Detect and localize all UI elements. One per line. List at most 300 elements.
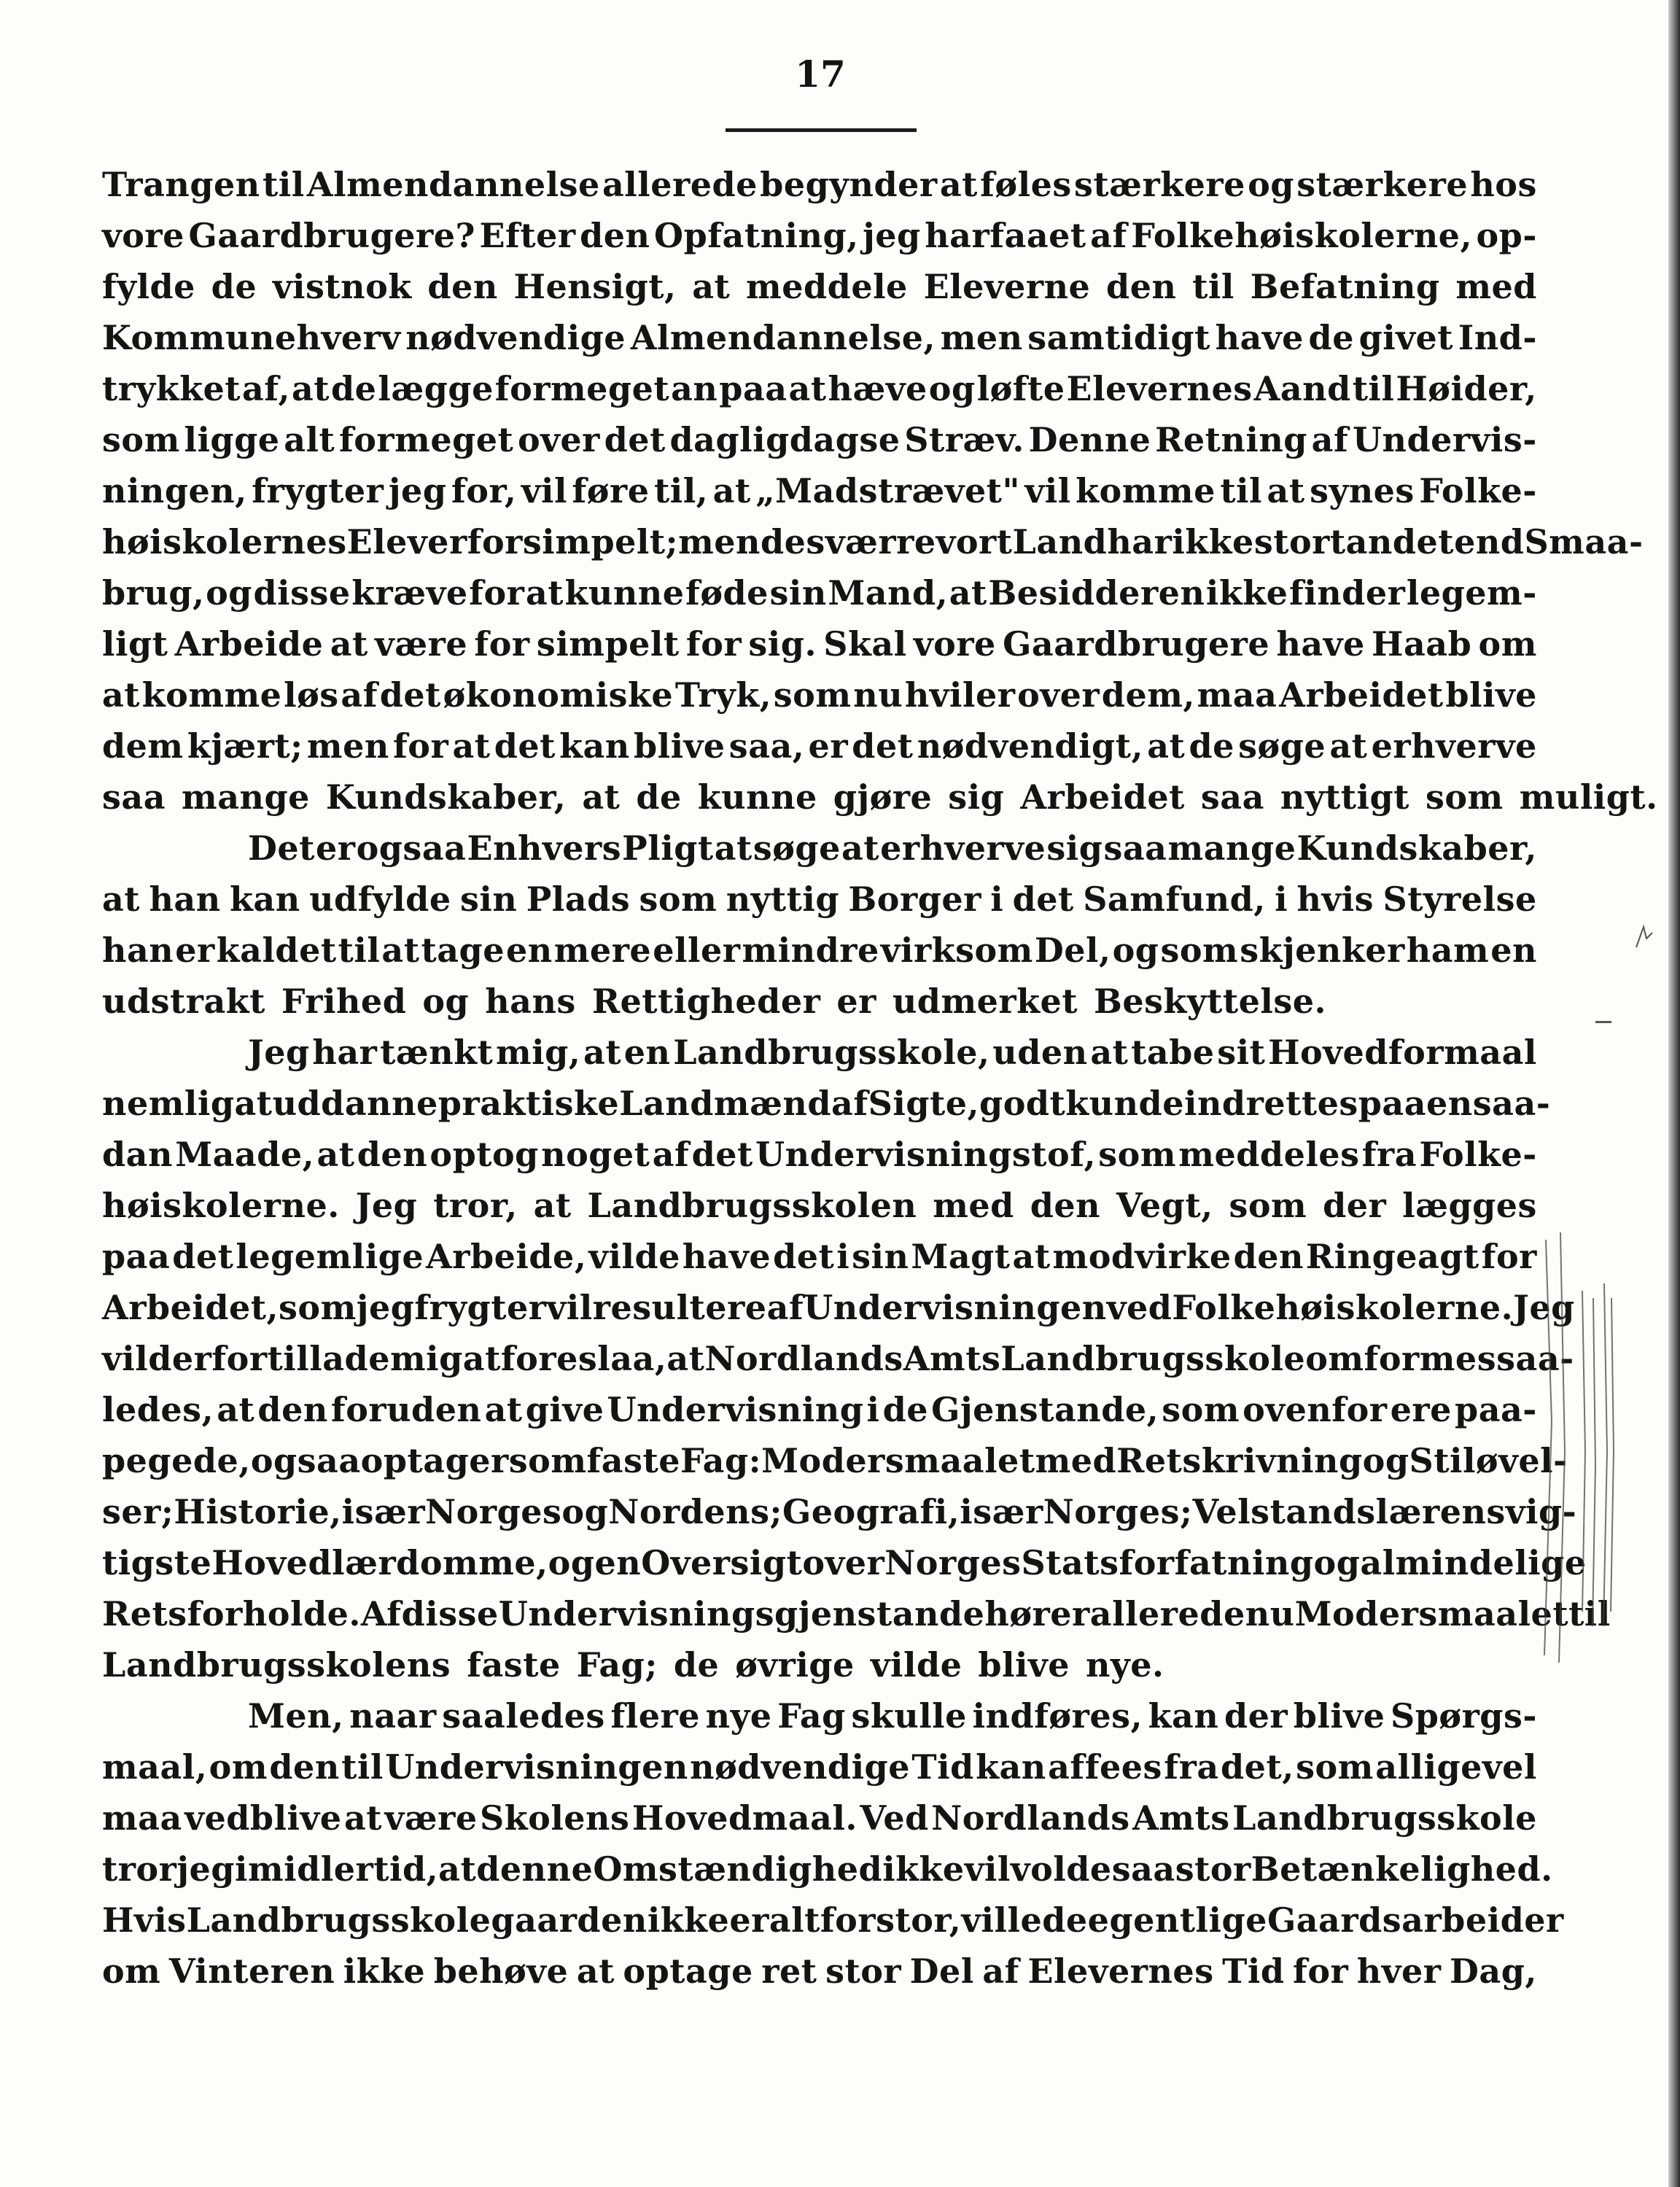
word: Arbeidet,: [102, 1288, 279, 1327]
word: ser;: [102, 1492, 174, 1531]
word: ret: [761, 1951, 817, 1991]
word: mere: [553, 931, 652, 970]
text-line: [102, 720, 1537, 772]
word: at: [292, 369, 330, 408]
word: Landbrugsskole: [1000, 1339, 1306, 1378]
word: ikke: [647, 1900, 730, 1940]
word: de: [211, 267, 257, 306]
word: til: [341, 1747, 384, 1787]
word: til: [262, 165, 305, 204]
word: Sigte,: [868, 1084, 980, 1123]
word: nyttig: [726, 879, 839, 919]
word: begynder: [760, 165, 938, 204]
text-line: [102, 874, 1537, 925]
word: det,: [1221, 1747, 1294, 1787]
word: Rettigheder: [591, 982, 821, 1021]
word: at: [1267, 471, 1305, 510]
word: fylde: [102, 267, 195, 306]
word: saa-: [1472, 1084, 1551, 1123]
word: ikke: [882, 1849, 965, 1889]
word: at: [217, 1390, 255, 1429]
word: sin: [459, 879, 518, 919]
word: der: [1224, 1696, 1288, 1736]
word: simpelt;: [522, 522, 679, 562]
word: lægge: [378, 369, 494, 408]
word: den: [357, 1135, 428, 1174]
word: for: [474, 624, 530, 664]
word: saaledes: [442, 1696, 605, 1736]
word: kræve: [351, 573, 468, 613]
word: eller: [653, 931, 741, 970]
word: Pligt: [622, 828, 714, 868]
word: uddanne: [272, 1084, 438, 1123]
word: stor: [825, 1951, 902, 1991]
text-line: [102, 1844, 1553, 1895]
word: kan: [230, 879, 300, 919]
word: Undervisning: [607, 1390, 864, 1429]
word: Af: [360, 1594, 402, 1634]
word: at: [1012, 1237, 1051, 1276]
word: som: [1162, 1390, 1240, 1429]
word: at: [576, 1951, 615, 1991]
word: tror: [102, 1849, 177, 1889]
word: løs: [284, 675, 339, 715]
word: Mand,: [828, 573, 949, 613]
word: Retsforholde.: [102, 1594, 361, 1634]
word: det: [773, 1237, 835, 1276]
word: Hensigt,: [513, 267, 677, 306]
word: til: [1220, 471, 1263, 510]
word: være: [375, 624, 468, 664]
word: dem,: [1101, 675, 1195, 715]
word: at: [841, 828, 879, 868]
word: mindre: [742, 931, 879, 970]
word: nu: [853, 675, 903, 715]
word: høiskolernes: [102, 522, 347, 562]
word: som: [102, 420, 180, 459]
word: at: [316, 1135, 355, 1174]
text-line: [102, 1486, 1577, 1537]
word: den: [580, 216, 650, 255]
word: Jeg: [248, 1033, 310, 1072]
word: hos: [1470, 165, 1537, 204]
word: godt: [979, 1084, 1066, 1123]
word: og: [548, 1543, 595, 1582]
word: fra: [1164, 1747, 1219, 1787]
word: Skolens: [480, 1798, 630, 1838]
word: Vinteren: [168, 1951, 335, 1991]
word: Tid: [911, 1747, 974, 1787]
word: især: [960, 1492, 1043, 1531]
word: der: [1323, 1186, 1387, 1225]
word: trykket: [102, 369, 241, 408]
word: for: [1293, 1951, 1349, 1991]
word: Oversigt: [641, 1543, 803, 1582]
word: kaldet: [216, 931, 337, 970]
word: nu: [1245, 1594, 1295, 1634]
word: for: [393, 726, 449, 766]
word: stor: [1175, 1849, 1251, 1889]
word: og: [561, 1492, 609, 1531]
word: den: [427, 267, 498, 306]
word: alligevel: [1375, 1747, 1537, 1787]
text-line: [102, 1690, 1537, 1741]
word: disse: [401, 1594, 499, 1634]
word: at: [712, 471, 751, 510]
word: maa: [102, 1798, 182, 1838]
word: noget: [541, 1135, 650, 1174]
word: optog: [429, 1135, 539, 1174]
word: søge: [752, 828, 841, 868]
word: nyttigt: [1280, 777, 1409, 817]
word: end: [1454, 522, 1525, 562]
word: Norges: [884, 1543, 1022, 1582]
word: virksom: [880, 931, 1033, 970]
word: at: [939, 165, 978, 204]
word: til: [338, 931, 381, 970]
text-line: [102, 1895, 1564, 1946]
word: Del: [909, 1951, 974, 1991]
word: give: [525, 1390, 604, 1429]
word: Efter: [479, 216, 576, 255]
word: vore: [913, 624, 996, 664]
word: ikke: [1172, 522, 1254, 562]
word: at: [343, 1798, 383, 1838]
word: til: [1352, 369, 1395, 408]
word: stærkere: [1073, 165, 1245, 204]
word: en: [506, 931, 553, 970]
word: Nordlands: [704, 1339, 903, 1378]
text-line: [102, 261, 1537, 312]
word: Historie,: [174, 1492, 342, 1531]
word: Opfatning,: [654, 216, 859, 255]
word: an: [671, 369, 718, 408]
word: denne: [476, 1849, 594, 1889]
word: tage: [421, 931, 505, 970]
text-line: [102, 618, 1537, 669]
word: ogsaa: [356, 828, 467, 868]
text-line: [102, 823, 1537, 874]
word: komme: [141, 675, 282, 715]
word: udmerket: [892, 982, 1078, 1021]
word: stærkere: [1296, 165, 1469, 204]
word: frygter: [414, 1288, 547, 1327]
word: ikke: [1205, 573, 1288, 613]
word: i: [1275, 879, 1288, 919]
word: vistnok: [272, 267, 412, 306]
word: at: [533, 1186, 572, 1225]
word: Elevernes: [1066, 369, 1253, 408]
word: almindelige: [1360, 1543, 1587, 1582]
text-line: [102, 516, 1644, 567]
word: op-: [1476, 216, 1537, 255]
word: meddeles: [1178, 1135, 1360, 1174]
word: den: [1233, 1237, 1304, 1276]
word: vedblive: [184, 1798, 342, 1838]
word: at: [462, 1339, 501, 1378]
word: Betænkelighed.: [1251, 1849, 1553, 1889]
word: at: [1329, 726, 1368, 766]
word: vilde: [870, 1645, 962, 1685]
word: vil: [546, 1288, 593, 1327]
word: saa: [1111, 1849, 1175, 1889]
word: mange: [182, 777, 310, 817]
word: ledes,: [102, 1390, 214, 1429]
word: lægges: [1402, 1186, 1537, 1225]
word: Trangen: [102, 165, 260, 204]
word: faste: [467, 1645, 561, 1685]
word: sin: [769, 573, 827, 613]
word: derfor: [148, 1339, 268, 1378]
word: have: [1276, 624, 1365, 664]
word: frygter: [252, 471, 384, 510]
word: foreslaa,: [500, 1339, 667, 1378]
word: er: [729, 1900, 769, 1940]
text-line: [102, 363, 1537, 414]
word: Maade,: [175, 1135, 315, 1174]
word: Gaardbrugere?: [188, 216, 475, 255]
word: over: [517, 420, 600, 459]
word: Kundskaber,: [325, 777, 567, 817]
text-line: [102, 312, 1537, 363]
word: øvrige: [735, 1645, 855, 1685]
word: at: [666, 1339, 705, 1378]
word: jeg: [863, 216, 921, 255]
word: det: [379, 675, 441, 715]
word: over: [802, 1543, 885, 1582]
page-number: 17: [795, 53, 846, 96]
word: saa,: [728, 726, 805, 766]
word: at: [582, 777, 621, 817]
word: en: [1490, 931, 1537, 970]
word: ere: [1390, 1390, 1452, 1429]
word: men: [306, 726, 389, 766]
word: til: [1568, 1594, 1611, 1634]
word: optage: [623, 1951, 753, 1991]
word: hvis: [1296, 879, 1374, 919]
word: Tryk,: [674, 675, 772, 715]
word: og: [928, 369, 976, 408]
page-edge-shadow: [1668, 0, 1680, 2187]
word: Frihed: [281, 982, 407, 1021]
text-line: [102, 567, 1537, 618]
word: til: [1192, 267, 1234, 306]
word: allerede: [602, 165, 758, 204]
word: Ved: [860, 1798, 929, 1838]
word: Norges;: [1043, 1492, 1193, 1531]
word: sin: [852, 1237, 909, 1276]
word: er: [808, 726, 849, 766]
word: Nordlands: [931, 1798, 1130, 1838]
word: det: [852, 726, 914, 766]
word: behøve: [433, 1951, 569, 1991]
word: de: [1189, 726, 1234, 766]
word: økonomiske: [443, 675, 674, 715]
word: praktiske: [438, 1084, 620, 1123]
word: formeget: [494, 369, 670, 408]
word: mange: [1167, 828, 1296, 868]
word: med: [1035, 1441, 1117, 1480]
word: faste: [586, 1441, 681, 1480]
word: som: [639, 879, 718, 919]
word: Undervis-: [1352, 420, 1537, 459]
pencil-annotation-mark: [1531, 1232, 1619, 1670]
word: ovenfor: [1242, 1390, 1388, 1429]
word: en: [1426, 1084, 1473, 1123]
word: Folke-: [1419, 1135, 1537, 1174]
text-line: [102, 669, 1537, 720]
word: af: [1090, 216, 1127, 255]
text-line: [102, 1078, 1551, 1129]
word: Folkehøiskolerne.: [1172, 1288, 1514, 1327]
word: nye.: [1086, 1645, 1164, 1685]
word: kan: [976, 1747, 1046, 1787]
word: hæve: [828, 369, 928, 408]
word: jeg: [388, 471, 447, 510]
word: Skal: [823, 624, 907, 664]
word: af: [982, 1951, 1019, 1991]
word: af,: [241, 369, 291, 408]
word: for: [469, 573, 525, 613]
word: som: [1229, 1186, 1307, 1225]
word: at: [949, 573, 987, 613]
word: Retning: [1155, 420, 1307, 459]
word: optager: [360, 1441, 509, 1480]
word: resultere: [592, 1288, 767, 1327]
word: Samfund,: [1083, 879, 1266, 919]
word: andet: [1345, 522, 1455, 562]
word: vilde: [588, 1237, 680, 1276]
word: stor,: [876, 1900, 962, 1940]
word: ham: [1406, 931, 1490, 970]
word: som: [279, 1288, 357, 1327]
word: Landbrugsskolegaarden: [186, 1900, 648, 1940]
word: hører: [984, 1594, 1090, 1634]
word: føles: [980, 165, 1072, 204]
word: for: [685, 624, 742, 664]
word: kunde: [1065, 1084, 1184, 1123]
word: tabe: [1131, 1033, 1215, 1072]
word: Almendannelse,: [630, 318, 936, 357]
word: især: [341, 1492, 426, 1531]
word: Statsforfatning: [1021, 1543, 1314, 1582]
word: formeget: [338, 420, 514, 459]
word: og: [422, 982, 470, 1021]
word: maa: [1197, 675, 1278, 715]
word: Fag:: [680, 1441, 762, 1480]
word: de: [636, 777, 682, 817]
word: Hovedlærdomme,: [211, 1543, 548, 1582]
text-line: [102, 1180, 1537, 1231]
word: være: [384, 1798, 478, 1838]
word: tror,: [433, 1186, 518, 1225]
word: Folke-: [1419, 471, 1537, 510]
word: hver: [1356, 1951, 1442, 1991]
word: Haab: [1372, 624, 1472, 664]
word: alt: [284, 420, 335, 459]
word: ogsaa: [250, 1441, 361, 1480]
word: Det: [248, 828, 315, 868]
word: med: [933, 1186, 1014, 1225]
word: desværre: [760, 522, 936, 562]
word: det: [494, 726, 556, 766]
word: kan: [1148, 1696, 1219, 1736]
word: stort: [1253, 522, 1346, 562]
word: at: [484, 1390, 523, 1429]
word: Gaardsarbeider: [1267, 1900, 1564, 1940]
word: at: [525, 573, 564, 613]
word: Smaa-: [1524, 522, 1644, 562]
word: allerede: [1089, 1594, 1245, 1634]
word: paa: [1358, 1084, 1427, 1123]
word: Amts: [903, 1339, 1001, 1378]
word: Land: [1012, 522, 1108, 562]
word: fra: [1361, 1135, 1418, 1174]
word: sig.: [748, 624, 817, 664]
word: gjøre: [833, 777, 933, 817]
word: Stræv.: [904, 420, 1024, 459]
word: volde: [1010, 1849, 1112, 1889]
word: men: [940, 318, 1023, 357]
word: den: [257, 1390, 328, 1429]
word: affees: [1048, 1747, 1162, 1787]
word: egentlige: [1087, 1900, 1267, 1940]
word: foruden: [330, 1390, 482, 1429]
word: de: [1308, 318, 1354, 357]
word: Denne: [1028, 420, 1151, 459]
word: meddele: [746, 267, 908, 306]
word: de: [673, 1645, 720, 1685]
word: hviler: [904, 675, 1016, 715]
word: uden: [992, 1033, 1088, 1072]
word: Høider,: [1396, 369, 1537, 408]
word: at: [102, 675, 141, 715]
word: Borger: [848, 879, 981, 919]
text-line: [102, 414, 1537, 465]
word: Velstandslærens: [1192, 1492, 1506, 1531]
word: Men,: [248, 1696, 344, 1736]
word: Amts: [1132, 1798, 1230, 1838]
word: for,: [451, 471, 517, 510]
word: Arbeide: [174, 624, 324, 664]
word: Fag: [777, 1696, 846, 1736]
word: den: [1030, 1186, 1101, 1225]
word: han: [149, 879, 221, 919]
word: jeg: [356, 1288, 415, 1327]
word: i: [836, 1237, 850, 1276]
word: Omstændighed: [593, 1849, 883, 1889]
word: nødvendigt,: [917, 726, 1143, 766]
word: tillade: [267, 1339, 390, 1378]
word: og: [1248, 165, 1294, 204]
word: ningen,: [102, 471, 247, 510]
word: Modersmaalet: [1294, 1594, 1569, 1634]
word: som: [508, 1441, 587, 1480]
word: flere: [610, 1696, 700, 1736]
text-line: [102, 1741, 1537, 1792]
word: samtidigt: [1027, 318, 1210, 357]
word: vil: [1024, 471, 1071, 510]
word: den: [269, 1747, 340, 1787]
word: og: [1362, 1441, 1409, 1480]
word: og: [1313, 1543, 1361, 1582]
word: finder: [1288, 573, 1406, 613]
text-line: [102, 1537, 1587, 1588]
word: Aand: [1253, 369, 1351, 408]
word: løfte: [976, 369, 1065, 408]
word: Folkehøiskolerne,: [1131, 216, 1472, 255]
word: Gaardbrugere: [1003, 624, 1270, 664]
